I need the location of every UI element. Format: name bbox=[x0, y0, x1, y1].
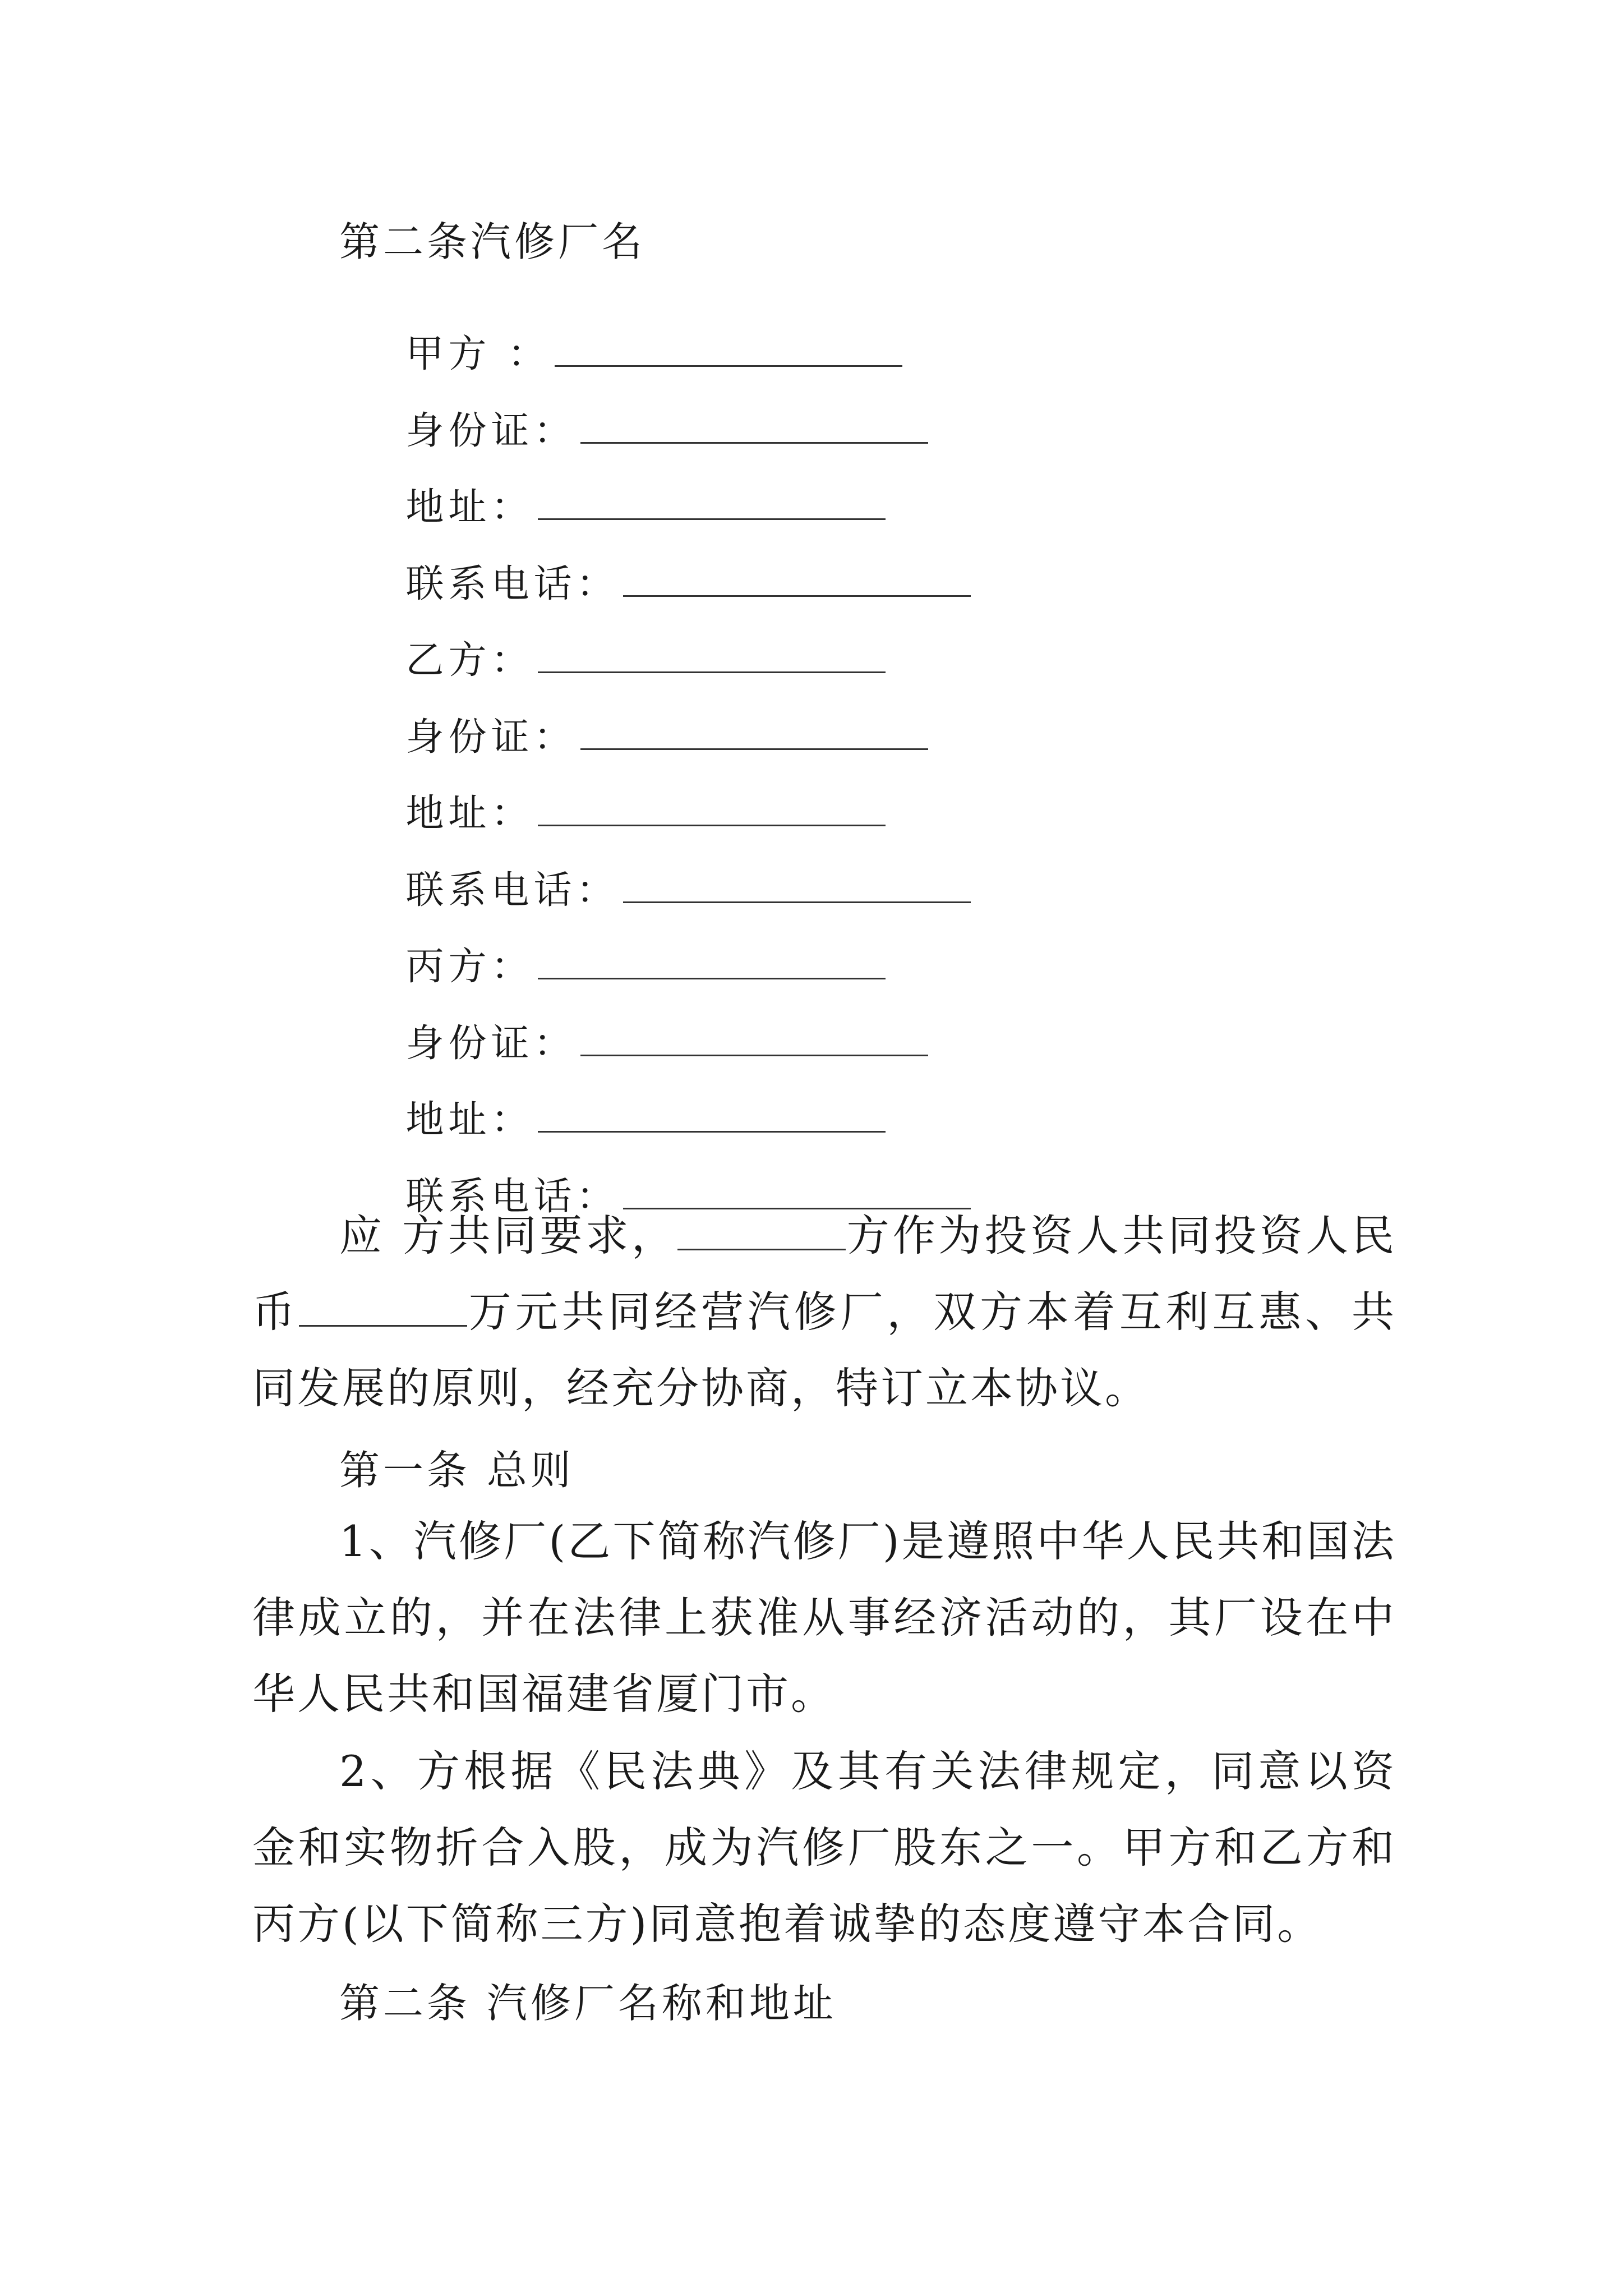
field-label: 联系电话： bbox=[405, 1175, 619, 1219]
title-line: 第二条汽修厂名 bbox=[339, 218, 646, 265]
fill-blank[interactable] bbox=[299, 1319, 467, 1327]
intro-text-1: 应 方共同要求， bbox=[339, 1211, 677, 1260]
field-label: 地址： bbox=[405, 792, 534, 836]
field-label: 地址： bbox=[405, 485, 534, 530]
clause-2-paragraph: 2、方根据《民法典》及其有关法律规定，同意以资金和实物折合入股，成为汽修厂股东之一。甲方和乙方和丙方(以下简称三方)同意抱着诚挚的态度遵守本合同。 bbox=[252, 1746, 1396, 1949]
fill-blank[interactable] bbox=[538, 1126, 886, 1133]
intro-text-3: 万元共同经营汽修厂，双方本着互利互惠、共同发展的原则，经充分协商，特订立本协议。 bbox=[252, 1287, 1397, 1413]
fill-blank[interactable] bbox=[538, 973, 886, 979]
field-label: 身份证： bbox=[405, 1022, 577, 1066]
field-label: 丙方： bbox=[405, 945, 534, 989]
intro-paragraph bbox=[252, 1198, 1396, 1427]
fill-blank[interactable] bbox=[555, 361, 902, 367]
fill-blank[interactable] bbox=[538, 667, 886, 673]
fill-blank[interactable] bbox=[580, 1050, 928, 1056]
field-label: 联系电话： bbox=[405, 868, 619, 913]
fill-blank[interactable] bbox=[623, 897, 971, 903]
intro-text-2: 方作为投资人共同投资人民币 bbox=[252, 1211, 1396, 1337]
field-label: 乙方： bbox=[405, 638, 534, 683]
clause-1-paragraph: 1、汽修厂(乙下简称汽修厂)是遵照中华人民共和国法律成立的，并在法律上获准从事经济活动的，其厂设在中华人民共和国福建省厦门市。 bbox=[252, 1516, 1396, 1719]
fill-blank[interactable] bbox=[677, 1243, 846, 1250]
field-label: 身份证： bbox=[405, 409, 577, 453]
field-label: 身份证： bbox=[405, 715, 577, 760]
section-1-heading: 第一条 总则 bbox=[339, 1447, 574, 1494]
field-label: 甲方 ： bbox=[405, 332, 551, 376]
fill-blank[interactable] bbox=[580, 438, 928, 444]
section-2-heading: 第二条 汽修厂名称和地址 bbox=[339, 1980, 837, 2027]
fill-blank[interactable] bbox=[538, 514, 886, 520]
field-label: 地址： bbox=[405, 1098, 534, 1142]
fill-blank[interactable] bbox=[538, 820, 886, 826]
fill-blank[interactable] bbox=[580, 744, 928, 750]
field-label: 联系电话： bbox=[405, 562, 619, 606]
fill-blank[interactable] bbox=[623, 591, 971, 597]
